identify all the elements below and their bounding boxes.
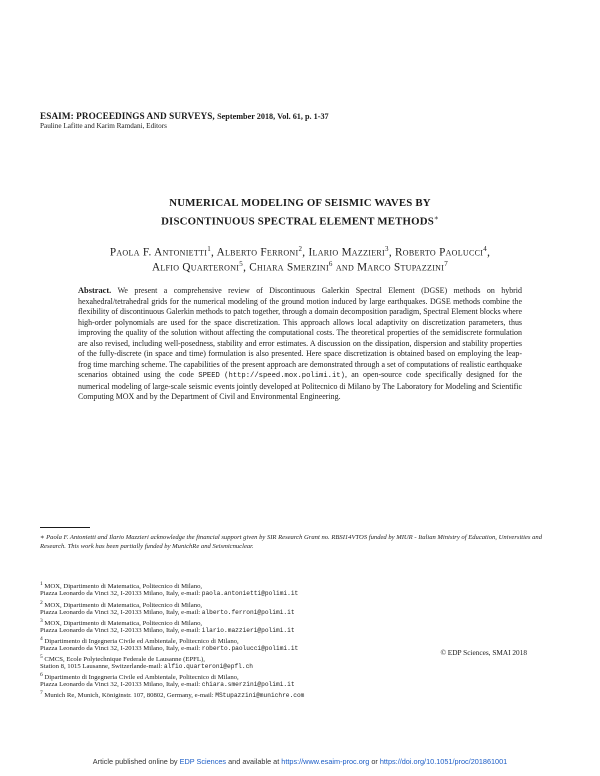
footnote-email: roberto.paolucci@polimi.it xyxy=(201,645,299,652)
code-name: SPEED xyxy=(198,372,220,381)
footnote-email: alfio.quarteroni@epfl.ch xyxy=(163,663,254,670)
editors-line: Pauline Lafitte and Karim Ramdani, Editors xyxy=(40,122,167,130)
author-name: Ilario Mazzieri xyxy=(308,246,386,259)
author-name: Alfio Quarteroni xyxy=(151,261,240,274)
footnote-address: Piazza Leonardo da Vinci 32, I-20133 Milano, Italy, e-mail: ilario.mazzieri@polimi.it xyxy=(40,627,295,634)
footnote-address: Piazza Leonardo da Vinci 32, I-20133 Milano, Italy, e-mail: paola.antonietti@polimi.it xyxy=(40,590,299,597)
issue-info: September 2018, Vol. 61, p. 1-37 xyxy=(217,112,329,121)
footnote-address: Piazza Leonardo da Vinci 32, I-20133 Milano, Italy, e-mail: alberto.ferroni@polimi.it xyxy=(40,609,295,616)
journal-site-link[interactable]: https://www.esaim-proc.org xyxy=(281,757,370,766)
footnote-email: paola.antonietti@polimi.it xyxy=(201,590,299,597)
footnote-email: ilario.mazzieri@polimi.it xyxy=(201,627,295,634)
footnote-email: alberto.ferroni@polimi.it xyxy=(201,609,295,616)
footnote-rule xyxy=(40,527,90,528)
doi-link[interactable]: https://doi.org/10.1051/proc/201861001 xyxy=(379,757,508,766)
publication-bar: Article published online by EDP Sciences and available at https://www.esaim-proc.org or https://doi.org/10.1051/proc/201861001 xyxy=(92,757,508,766)
footnote-affiliation: $^7$ Munich Re, Munich, Königinstr. 107, 80802, Germany, e-mail: MStupazzini@munichre.com xyxy=(40,690,305,700)
footnote-affiliation: $^5$ CMCS, Ecole Polytechnique Federale de Lausanne (EPFL), xyxy=(40,654,205,664)
title-footnote-mark: ∗ xyxy=(433,214,439,222)
footnote-affiliation: $^6$ Dipartimento di Ingegneria Civile ed Ambientale, Politecnico di Milano, xyxy=(40,672,239,682)
abstract-body: We present a comprehensive review of Discontinuous Galerkin Spectral Element (DGSE) methods on hybrid hexahedral/tetrahedral grids for the numerical modeling of the ground motion induced by large earthquakes. DGSE methods combine the flexibility of discontinuous Galerkin methods to patch together, through a domain decomposition paradigm, Spectral Element blocks where high-order polynomials are used for the space discretization. This approach allows local adaptivity on discretization parameters, thus improving the quality of the solution without affecting the computational costs. The theoretical properties of the semidiscrete formulation are also revised, including well-posedness, stability and error estimates. A discussion on the dissipation, dispersion and stability properties of the fully-discrete (in space and time) formulation is also presented. Here space discretization is obtained based on employing the leap-frog time marching scheme. The capabilities of the present approach are demonstrated through a set of computations of realistic earthquake scenarios obtained using the code xyxy=(78,286,522,380)
authors-line-2: Alfio Quarteroni$^5$, Chiara Smerzini$^6$ and Marco Stupazzini$^7$ xyxy=(151,260,449,274)
footnote-affiliation: $^3$ MOX, Dipartimento di Matematica, Politecnico di Milano, xyxy=(40,618,203,628)
author-name: Paola F. Antonietti xyxy=(109,246,208,259)
footnote-address: Piazza Leonardo da Vinci 32, I-20133 Milano, Italy, e-mail: chiara.smerzini@polimi.it xyxy=(40,681,295,688)
copyright-notice: © EDP Sciences, SMAI 2018 xyxy=(440,648,527,657)
journal-name: ESAIM: PROCEEDINGS AND SURVEYS, xyxy=(40,111,215,121)
footnote-email: chiara.smerzini@polimi.it xyxy=(201,681,295,688)
footnote-address: Station 8, 1015 Lausanne, Switzerlande-mail: alfio.quarteroni@epfl.ch xyxy=(40,663,254,670)
paper-title-line-1: NUMERICAL MODELING OF SEISMIC WAVES BY xyxy=(169,197,431,209)
author-name: Marco Stupazzini xyxy=(357,261,445,274)
footnote-affiliation: $^1$ MOX, Dipartimento di Matematica, Politecnico di Milano, xyxy=(40,581,203,591)
footnote-affiliation: $^4$ Dipartimento di Ingegneria Civile ed Ambientale, Politecnico di Milano, xyxy=(40,636,239,646)
authors-line-1: Paola F. Antonietti$^1$, Alberto Ferroni$^2$, Ilario Mazzieri$^3$, Roberto Paolucci$^4$, xyxy=(109,245,491,259)
publisher-link[interactable]: EDP Sciences xyxy=(179,757,227,766)
abstract xyxy=(78,286,522,403)
abstract-heading: Abstract. xyxy=(78,286,112,295)
abstract-body-end: , an open-source code specifically designed for the numerical modeling of large-scale seismic events jointly developed at Politecnico di Milano by The Laboratory for Modeling and Scientific Computing MOX and by the Department of Civil and Environmental Engineering. xyxy=(78,370,523,402)
paper-title-line-2: DISCONTINUOUS SPECTRAL ELEMENT METHODS∗ xyxy=(161,214,439,228)
speed-url: (http://speed.mox.polimi.it) xyxy=(224,372,345,381)
author-name: Alberto Ferroni xyxy=(216,246,299,259)
author-name: Roberto Paolucci xyxy=(395,246,484,259)
author-name: Chiara Smerzini xyxy=(249,261,329,274)
funding-footnote: ∗ Paola F. Antonietti and Ilario Mazzieri acknowledge the financial support given by SIR Research Grant no. RBSI14VTOS funded by MIUR - Italian Ministry of Education, Universities and Research. This work has been partially funded by MunichRe and Seismicnuclear. xyxy=(40,534,543,550)
footnote-email: MStupazzini@munichre.com xyxy=(215,692,305,700)
footnote-address: Piazza Leonardo da Vinci 32, I-20133 Milano, Italy, e-mail: roberto.paolucci@polimi.it xyxy=(40,645,299,652)
footnote-affiliation: $^2$ MOX, Dipartimento di Matematica, Politecnico di Milano, xyxy=(40,600,203,610)
